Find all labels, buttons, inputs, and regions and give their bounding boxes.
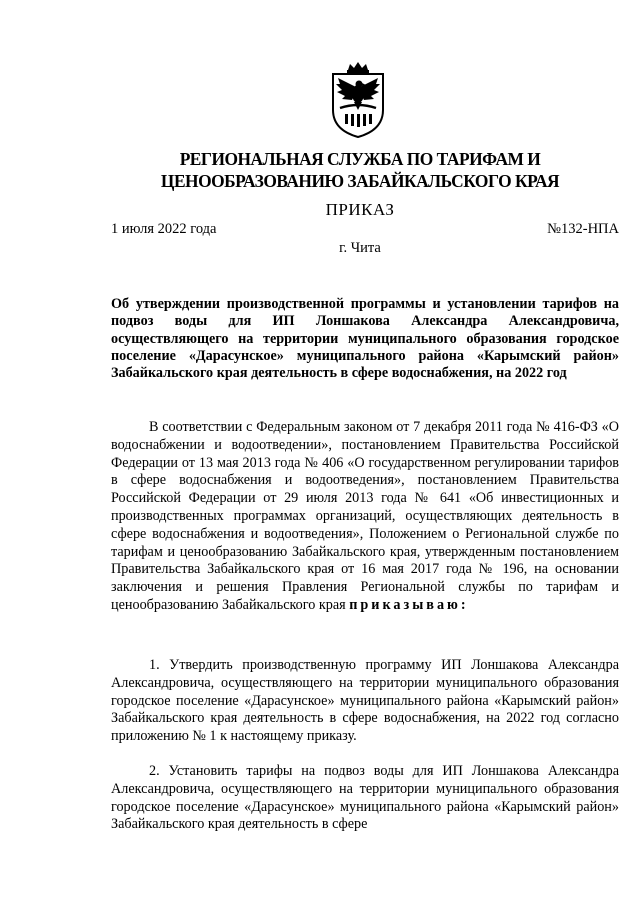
document-city: г. Чита bbox=[339, 240, 381, 256]
document-type: ПРИКАЗ bbox=[325, 200, 395, 219]
document-date: 1 июля 2022 года bbox=[111, 221, 217, 237]
document-number: №132-НПА bbox=[547, 221, 619, 237]
order-word: приказываю: bbox=[349, 596, 469, 613]
order-item-1: 1. Утвердить производственную программу ИП Лоншакова Александра Александровича, осуществляющего на территории муниципального образования городское поселение «Дарасунское» муниципального района «Карымский район» Забайкальского края деятельность в сфере водоснабжения, на 2022 год согласно приложению № 1 к настоящему приказу. bbox=[111, 657, 619, 745]
document-subject: Об утверждении производственной программы и установлении тарифов на подвоз воды для ИП Лоншакова Александра Александровича, осуществляющего на территории муниципального образования городское поселение «Дарасунское» муниципального района «Карымский район» Забайкальского края деятельность в сфере водоснабжения, на 2022 год bbox=[111, 296, 619, 382]
preamble-paragraph bbox=[111, 419, 619, 615]
preamble-text: В соответствии с Федеральным законом от 7 декабря 2011 года № 416-ФЗ «О водоснабжении и водоотведении», постановлением Правительства Российской Федерации от 13 мая 2013 года № 406 «О государственном регулировании тарифов в сфере водоснабжения и водоотведения», постановлением Правительства Российской Федерации от 29 июля 2013 года № 641 «Об инвестиционных и производственных программах организаций, осуществляющих деятельность в сфере водоснабжения и водоотведения», Положением о Региональной службе по тарифам и ценообразованию Забайкальского края, утвержденным постановлением Правительства Забайкальского края от 16 мая 2017 года № 196, на основании заключения и решения Правления Региональной службы по тарифам и ценообразованию Забайкальского края bbox=[111, 419, 619, 613]
order-item-2: 2. Установить тарифы на подвоз воды для ИП Лоншакова Александра Александровича, осуществляющего на территории муниципального образования городское поселение «Дарасунское» муниципального района «Карымский район» Забайкальского края деятельность в сфере bbox=[111, 763, 619, 833]
organization-title: РЕГИОНАЛЬНАЯ СЛУЖБА ПО ТАРИФАМ И ЦЕНООБРАЗОВАНИЮ ЗАБАЙКАЛЬСКОГО КРАЯ bbox=[160, 149, 560, 191]
